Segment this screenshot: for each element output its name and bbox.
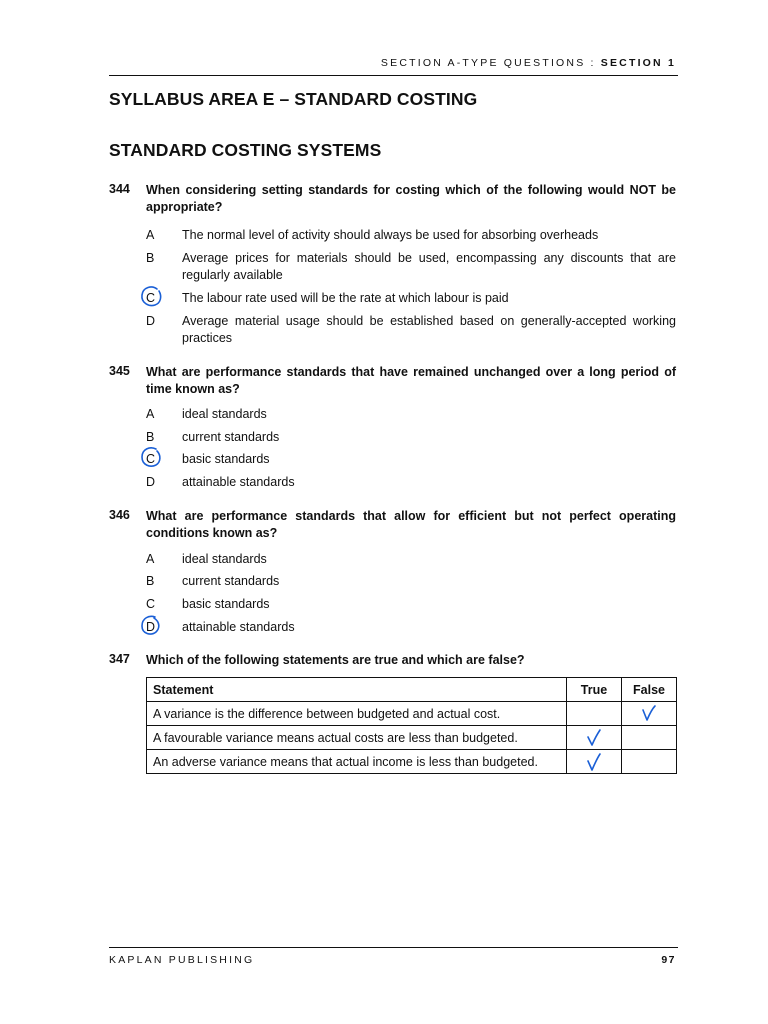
true-false-table bbox=[146, 677, 677, 774]
question-number: 344 bbox=[109, 182, 130, 196]
column-header-false: False bbox=[622, 678, 677, 702]
false-cell bbox=[622, 750, 677, 774]
pen-circle-mark bbox=[139, 445, 165, 471]
statement-cell: An adverse variance means that actual income is less than budgeted. bbox=[147, 750, 567, 774]
option-letter: A bbox=[146, 228, 155, 242]
true-cell bbox=[567, 750, 622, 774]
option-letter: D bbox=[146, 475, 156, 489]
option-text: basic standards bbox=[182, 452, 270, 466]
statement-cell: A favourable variance means actual costs are less than budgeted. bbox=[147, 726, 567, 750]
option-letter: B bbox=[146, 574, 155, 588]
table-row bbox=[147, 702, 677, 726]
table-row bbox=[147, 750, 677, 774]
option-text: current standards bbox=[182, 574, 280, 588]
option-text: basic standards bbox=[182, 597, 270, 611]
option-text: The labour rate used will be the rate at which labour is paid bbox=[182, 291, 509, 305]
option-text: attainable standards bbox=[182, 475, 295, 489]
option-text: current standards bbox=[182, 430, 280, 444]
option-letter: D bbox=[146, 620, 156, 634]
option-letter: D bbox=[146, 314, 156, 328]
table-header-row bbox=[147, 678, 677, 702]
option-text: The normal level of activity should always be used for absorbing overheads bbox=[182, 228, 599, 242]
table-row bbox=[147, 726, 677, 750]
statement-cell: A variance is the difference between budgeted and actual cost. bbox=[147, 702, 567, 726]
tick-mark bbox=[640, 704, 658, 724]
option-text: Average material usage should be established based on generally-accepted working practices bbox=[182, 314, 676, 345]
false-cell bbox=[622, 726, 677, 750]
false-cell bbox=[622, 702, 677, 726]
question-text: Which of the following statements are true and which are false? bbox=[146, 653, 525, 667]
header-prefix: SECTION A-TYPE QUESTIONS : bbox=[380, 57, 601, 69]
option-letter: B bbox=[146, 251, 155, 265]
footer-rule bbox=[109, 947, 678, 948]
pen-circle-mark bbox=[139, 284, 165, 310]
option-letter: A bbox=[146, 407, 155, 421]
section-title: STANDARD COSTING SYSTEMS bbox=[109, 140, 382, 160]
true-cell bbox=[567, 702, 622, 726]
option-letter: B bbox=[146, 430, 155, 444]
option-letter: C bbox=[146, 291, 156, 305]
question-number: 347 bbox=[109, 652, 130, 666]
question-text: What are performance standards that have remained unchanged over a long period of time known as? bbox=[146, 365, 676, 396]
question-text: When considering setting standards for costing which of the following would NOT be appropriate? bbox=[146, 183, 676, 214]
header-rule bbox=[109, 75, 678, 76]
question-number: 346 bbox=[109, 508, 130, 522]
running-header bbox=[0, 57, 676, 69]
option-letter: C bbox=[146, 452, 156, 466]
option-letter: A bbox=[146, 552, 155, 566]
question-number: 345 bbox=[109, 364, 130, 378]
true-cell bbox=[567, 726, 622, 750]
syllabus-title: SYLLABUS AREA E – STANDARD COSTING bbox=[109, 89, 478, 109]
page-number: 97 bbox=[661, 954, 676, 966]
header-section: SECTION 1 bbox=[600, 57, 676, 69]
option-letter: C bbox=[146, 597, 156, 611]
option-text: Average prices for materials should be used, encompassing any discounts that are regularly available bbox=[182, 251, 676, 282]
publisher-name: KAPLAN PUBLISHING bbox=[109, 954, 255, 966]
question-text: What are performance standards that allow for efficient but not perfect operating conditions known as? bbox=[146, 509, 676, 540]
column-header-statement: Statement bbox=[147, 678, 567, 702]
tick-mark bbox=[585, 728, 603, 748]
column-header-true: True bbox=[567, 678, 622, 702]
tick-mark bbox=[585, 752, 603, 772]
pen-circle-mark bbox=[139, 613, 165, 639]
option-text: ideal standards bbox=[182, 407, 267, 421]
option-text: ideal standards bbox=[182, 552, 267, 566]
option-text: attainable standards bbox=[182, 620, 295, 634]
